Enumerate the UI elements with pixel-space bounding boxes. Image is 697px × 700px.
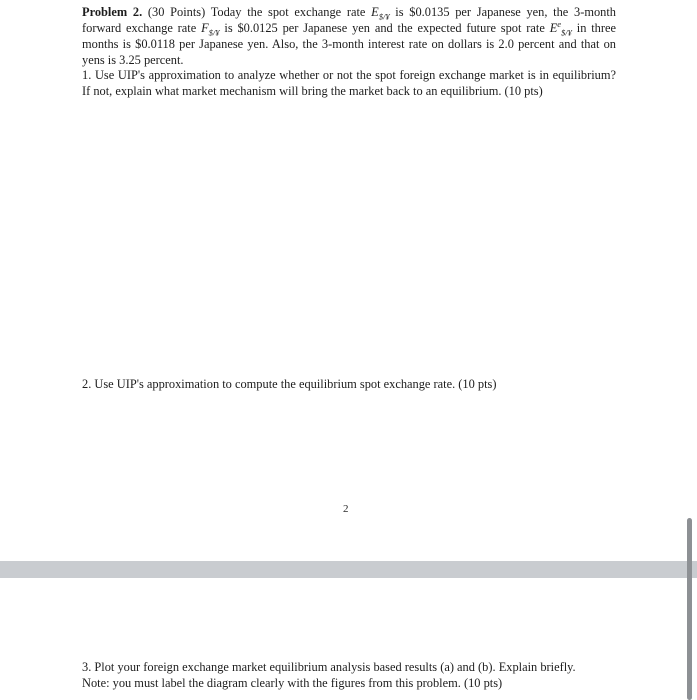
- question-3-line-2: Note: you must label the diagram clearly with the figures from this problem. (10 pts): [82, 676, 503, 690]
- question-2: 2. Use UIP's approximation to compute the equilibrium spot exchange rate. (10 pts): [82, 377, 497, 391]
- forward-rate-symbol: $F_{\$/¥}$: [201, 21, 220, 38]
- question-3: [82, 659, 616, 691]
- problem-text-part-2: is $0.0135 per Japanese yen, the 3-month forward exchange rate: [82, 5, 616, 35]
- spot-rate-symbol: $E_{\$/¥}$: [371, 5, 390, 22]
- page-separator: [0, 561, 697, 578]
- problem-text-part-3: is $0.0125 per Japanese yen and the expected future spot rate: [224, 21, 545, 35]
- question-3-line-1: 3. Plot your foreign exchange market equilibrium analysis based results (a) and (b). Explain briefly.: [82, 660, 576, 674]
- problem-points: (30 Points): [147, 5, 206, 19]
- problem-text-part-1: Today the spot exchange rate: [210, 5, 366, 19]
- problem-text-part-4: in three months is $0.0118 per Japanese yen. Also, the 3-month interest rate on dollars is 2.0 percent and that on yens is 3.25 percent.: [82, 21, 616, 67]
- problem-statement: [82, 4, 616, 68]
- question-1: 1. Use UIP's approximation to analyze whether or not the spot foreign exchange market is in equilibrium? If not, explain what market mechanism will bring the market back to an equilibrium. (10 pts): [82, 68, 616, 98]
- page-number: 2: [343, 503, 349, 515]
- expected-rate-symbol: $E^e_{\$/¥}$: [549, 18, 572, 38]
- problem-heading: Problem 2.: [82, 5, 143, 19]
- scrollbar-thumb[interactable]: [687, 518, 692, 700]
